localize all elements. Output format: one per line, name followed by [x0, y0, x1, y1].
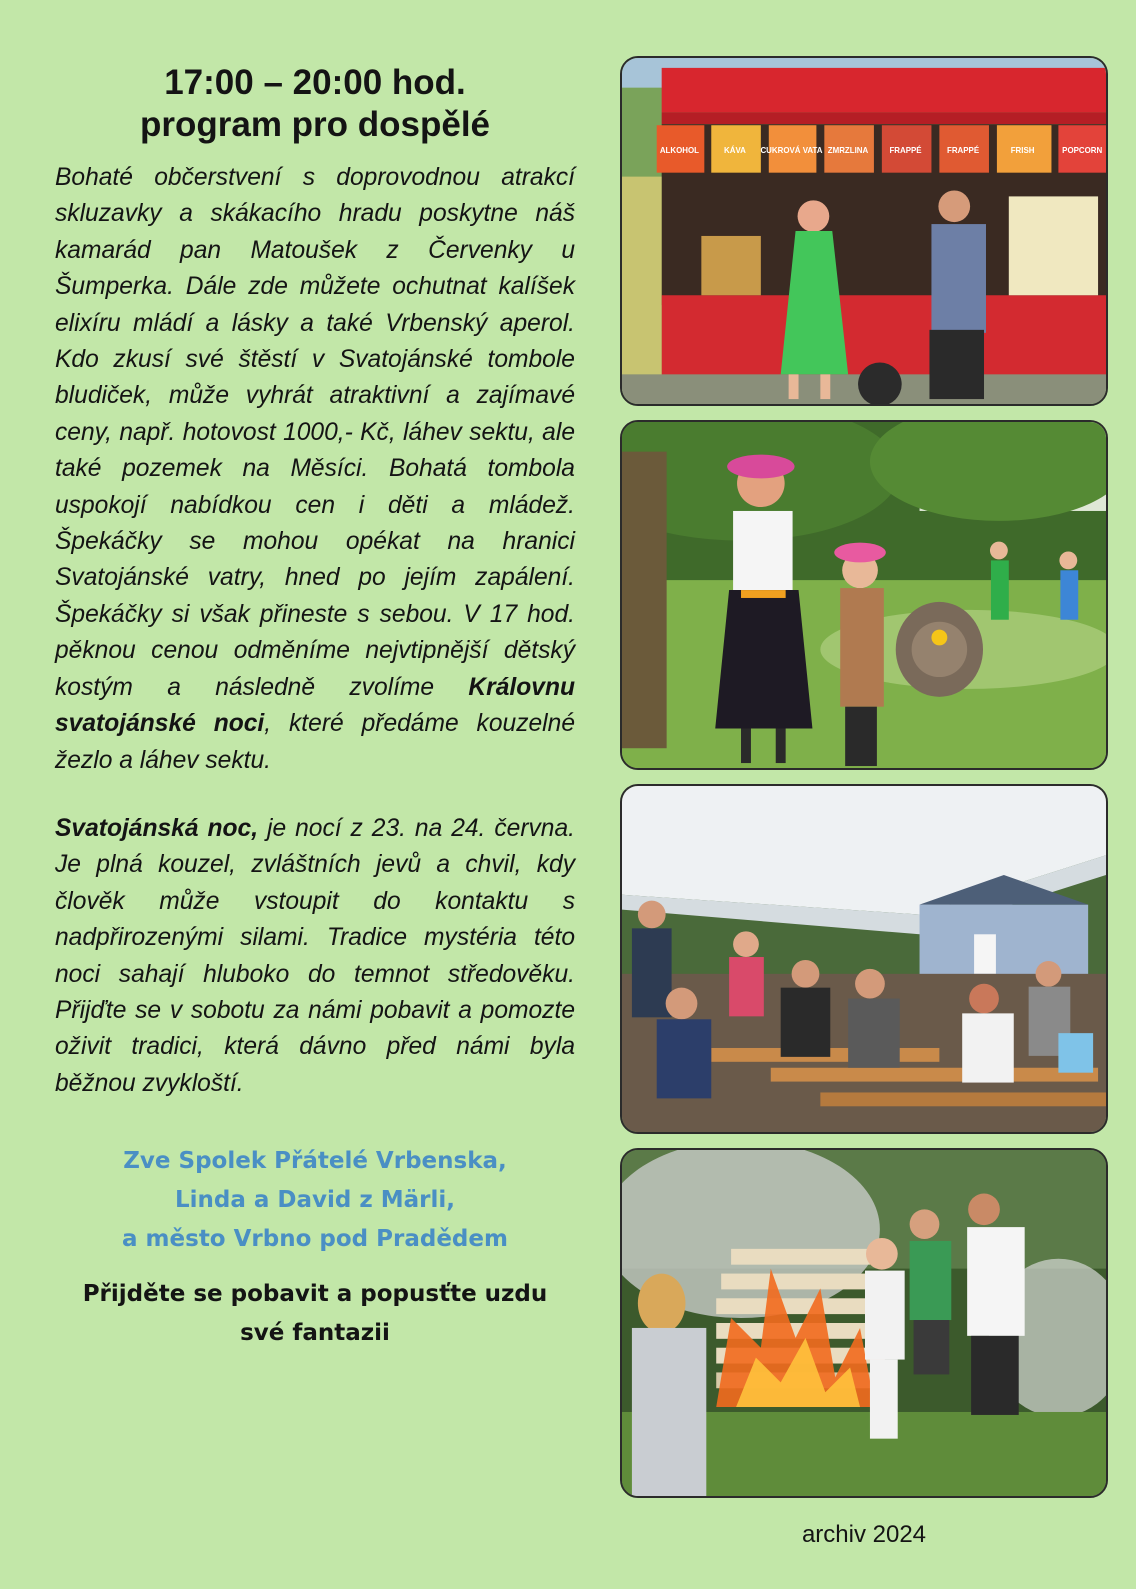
photo-food-trailer	[620, 56, 1108, 406]
photo-tent-gathering	[620, 784, 1108, 1134]
midsummer-title: Svatojánská noc,	[55, 814, 259, 842]
queen-title: Královnu svatojánské noci	[55, 673, 575, 738]
photo-bonfire	[620, 1148, 1108, 1498]
paragraph-midsummer-text: je nocí z 23. na 24. června. Je plná kouzel, zvláštních jevů a chvil, kdy člověk může vstoupit do kontaktu s nadpřirozenými silami. Tradice mystéria této noci sahají hluboko do temnot středověku. Přijďte se v sobotu za námi pobavit a pomozte oživit tradici, která dávno před námi byla běžnou zvykloští.	[55, 814, 575, 1097]
program-title: program pro dospělé	[139, 105, 491, 144]
text-column	[55, 62, 575, 1353]
sign-7-label: FRISH	[1010, 145, 1035, 155]
paragraph-midsummer	[55, 811, 575, 1102]
tent-illustration	[622, 786, 1106, 1132]
sign-5-label: FRAPPÉ	[889, 145, 922, 155]
sign-4-label: ZMRZLINA	[827, 145, 869, 155]
organizer-line-3: a město Vrbno pod Pradědem	[122, 1226, 508, 1253]
food-trailer-illustration	[622, 58, 1106, 404]
page-title	[55, 62, 575, 146]
paragraph-program-text-2: , které předáme kouzelné žezlo a láhev sektu.	[55, 710, 576, 774]
closing-line-2: své fantazii	[240, 1320, 390, 1347]
organizer-line-1: Zve Spolek Přátelé Vrbenska,	[123, 1148, 507, 1175]
costumes-illustration	[622, 422, 1106, 768]
sign-6-label: FRAPPÉ	[947, 145, 980, 155]
closing-line-1: Přijděte se pobavit a popusťte uzdu	[82, 1281, 548, 1308]
photo-caption: archiv 2024	[801, 1521, 927, 1548]
photo-costumes	[620, 420, 1108, 770]
time-range: 17:00 – 20:00 hod.	[164, 63, 466, 102]
bonfire-illustration	[622, 1150, 1106, 1496]
organizers	[55, 1142, 575, 1259]
organizer-line-2: Linda a David z Märli,	[174, 1187, 456, 1214]
sign-3-label: CUKROVÁ VATA	[760, 145, 823, 155]
paragraph-program	[55, 160, 575, 779]
sign-2-label: KÁVA	[724, 145, 746, 155]
closing-note	[55, 1275, 575, 1353]
paragraph-program-text-1: Bohaté občerstvení s doprovodnou atrakcí skluzavky a skákacího hradu poskytne náš kamarád pan Matoušek z Červenky u Šumperka. Dále zde můžete ochutnat kalíšek elixíru mládí a lásky a také Vrbenský aperol. Kdo zkusí své štěstí v Svatojánské tombole bludiček, může vyhrát atraktivní a zajímavé ceny, např. hotovost 1000,- Kč, láhev sektu, ale také pozemek na Měsíci. Bohatá tombola uspokojí nabídkou cen i děti a mládež. Špekáčky se mohou opékat na hranici Svatojánské vatry, hned po jejím zapálení. Špekáčky si však přineste s sebou. V 17 hod. pěknou cenou odměníme nejvtipnější dětský kostým a následně zvolíme	[55, 164, 575, 701]
sign-8-label: POPCORN	[1062, 145, 1103, 155]
sign-1-label: ALKOHOL	[659, 145, 699, 155]
